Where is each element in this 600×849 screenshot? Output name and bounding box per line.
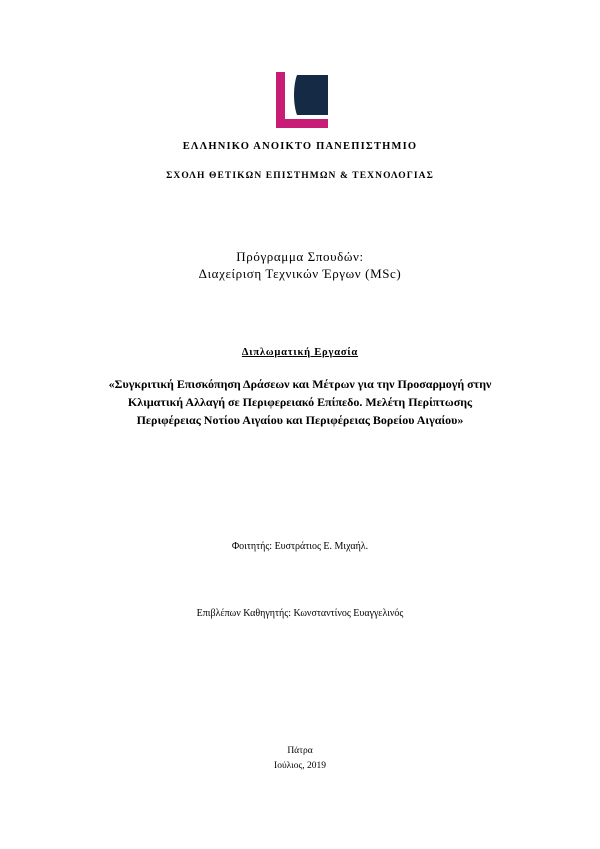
thesis-title-line: Περιφέρειας Νοτίου Αιγαίου και Περιφέρειας Βορείου Αιγαίου»	[136, 413, 464, 427]
student-name: Φοιτητής: Ευστράτιος Ε. Μιχαήλ.	[231, 541, 369, 552]
place-and-date	[0, 744, 600, 774]
thesis-title-line: «Συγκριτική Επισκόπηση Δράσεων και Μέτρων για την Προσαρμογή στην	[108, 377, 492, 391]
university-logo-icon	[276, 72, 328, 128]
program-name: Διαχείριση Τεχνικών Έργων (MSc)	[198, 266, 402, 281]
date: Ιούλιος, 2019	[274, 761, 326, 771]
school-name: ΣΧΟΛΗ ΘΕΤΙΚΩΝ ΕΠΙΣΤΗΜΩΝ & ΤΕΧΝΟΛΟΓΙΑΣ	[166, 171, 434, 181]
program-label: Πρόγραμμα Σπουδών:	[236, 249, 364, 264]
study-program	[0, 248, 600, 282]
thesis-title-line: Κλιματική Αλλαγή σε Περιφερειακό Επίπεδο. Μελέτη Περίπτωσης	[127, 395, 473, 409]
university-name: ΕΛΛΗΝΙΚΟ ΑΝΟΙΚΤΟ ΠΑΝΕΠΙΣΤΗΜΙΟ	[182, 141, 418, 152]
supervisor-name: Επιβλέπων Καθηγητής: Κωνσταντίνος Ευαγγελινός	[196, 608, 404, 619]
city: Πάτρα	[287, 746, 313, 756]
thesis-title	[0, 375, 600, 429]
thesis-type: Διπλωματική Εργασία	[241, 347, 359, 358]
